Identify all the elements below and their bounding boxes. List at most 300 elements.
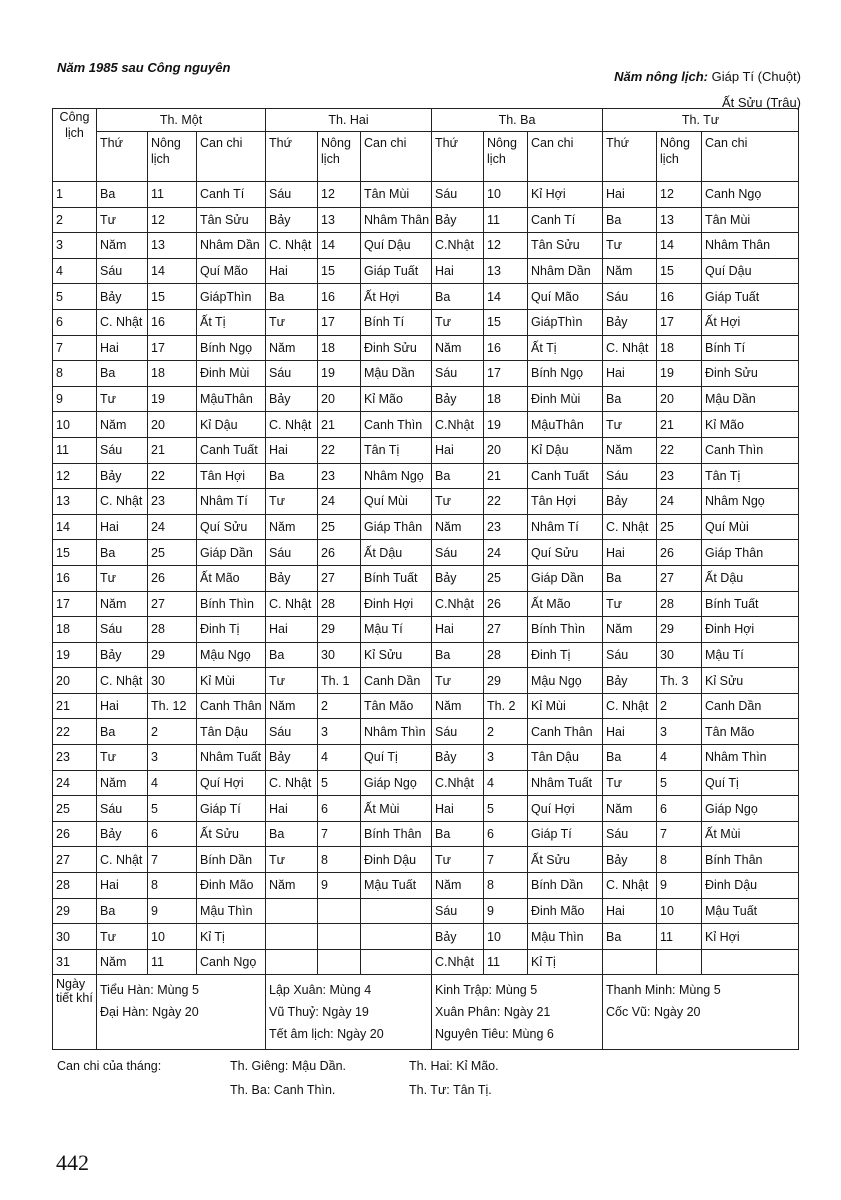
table-cell: 4	[318, 745, 361, 771]
table-cell: Bảy	[97, 642, 148, 668]
table-cell: 15	[657, 258, 702, 284]
table-cell: Tân Mão	[702, 719, 799, 745]
table-row	[53, 514, 799, 540]
table-cell: 8	[657, 847, 702, 873]
table-cell: Tư	[266, 489, 318, 515]
table-cell: Bính Ngọ	[528, 361, 603, 387]
table-cell: 14	[148, 258, 197, 284]
table-cell: Hai	[97, 335, 148, 361]
table-cell: Quí Hợi	[197, 770, 266, 796]
solar-day-cell: 26	[53, 821, 97, 847]
table-cell: Ba	[603, 565, 657, 591]
table-cell: Ba	[603, 207, 657, 233]
table-cell: Đinh Tị	[528, 642, 603, 668]
table-cell	[266, 924, 318, 950]
table-cell: Ất Hợi	[361, 284, 432, 310]
table-cell: Đinh Hợi	[702, 617, 799, 643]
table-cell: Ba	[97, 182, 148, 208]
table-cell: 21	[484, 463, 528, 489]
table-cell: 25	[484, 565, 528, 591]
table-cell: Sáu	[266, 719, 318, 745]
table-cell: Nhâm Tuất	[197, 745, 266, 771]
solar-day-cell: 9	[53, 386, 97, 412]
table-cell: 27	[148, 591, 197, 617]
table-cell: Ất Hợi	[702, 309, 799, 335]
table-cell: C.Nhật	[432, 233, 484, 259]
table-cell: Quí Tị	[702, 770, 799, 796]
table-cell: Canh Thìn	[361, 412, 432, 438]
table-cell: Bính Thìn	[528, 617, 603, 643]
table-cell: 11	[148, 949, 197, 975]
table-cell: Tân Hợi	[197, 463, 266, 489]
tiet-khi-entry: Nguyên Tiêu: Mùng 6	[435, 1027, 554, 1042]
table-cell: Tân Mùi	[361, 182, 432, 208]
table-cell: Nhâm Ngọ	[361, 463, 432, 489]
solar-day-cell: 13	[53, 489, 97, 515]
table-cell: C.Nhật	[432, 591, 484, 617]
solar-day-cell: 12	[53, 463, 97, 489]
table-cell: 3	[148, 745, 197, 771]
table-cell: Canh Thân	[528, 719, 603, 745]
table-cell: 25	[148, 540, 197, 566]
solar-day-cell: 5	[53, 284, 97, 310]
table-cell: Năm	[432, 693, 484, 719]
column-header: Nông lịch	[318, 132, 361, 182]
table-cell: 9	[484, 898, 528, 924]
table-cell: Bảy	[603, 309, 657, 335]
table-cell: Ất Tị	[528, 335, 603, 361]
table-cell: Giáp Ngọ	[702, 796, 799, 822]
table-cell: 22	[148, 463, 197, 489]
table-cell: 28	[148, 617, 197, 643]
table-cell: 11	[657, 924, 702, 950]
table-cell: Quí Mùi	[702, 514, 799, 540]
table-cell: Đinh Mão	[197, 873, 266, 899]
table-cell: Ất Sửu	[528, 847, 603, 873]
table-cell: Sáu	[432, 898, 484, 924]
table-cell: 29	[148, 642, 197, 668]
table-cell	[361, 924, 432, 950]
table-cell: Bính Thân	[702, 847, 799, 873]
table-cell: Bảy	[603, 847, 657, 873]
solar-day-cell: 14	[53, 514, 97, 540]
table-cell: 18	[657, 335, 702, 361]
table-cell: Kỉ Dậu	[528, 437, 603, 463]
table-row	[53, 821, 799, 847]
table-row	[53, 309, 799, 335]
table-cell: 16	[484, 335, 528, 361]
tiet-khi-cell	[97, 975, 266, 1050]
table-cell: 22	[318, 437, 361, 463]
table-cell: Quí Dậu	[361, 233, 432, 259]
table-cell: Kỉ Hợi	[702, 924, 799, 950]
table-cell: Canh Thân	[197, 693, 266, 719]
table-cell: Ba	[432, 821, 484, 847]
table-row	[53, 489, 799, 515]
table-cell: 9	[657, 873, 702, 899]
table-row	[53, 668, 799, 694]
table-cell: Giáp Dần	[528, 565, 603, 591]
solar-day-cell: 6	[53, 309, 97, 335]
table-cell: 8	[484, 873, 528, 899]
table-cell: Nhâm Thìn	[361, 719, 432, 745]
table-cell: Nhâm Tuất	[528, 770, 603, 796]
tiet-khi-cell	[603, 975, 799, 1050]
table-cell: 5	[484, 796, 528, 822]
table-cell: Đinh Dậu	[361, 847, 432, 873]
table-row	[53, 386, 799, 412]
solar-day-cell: 30	[53, 924, 97, 950]
table-cell: Canh Thìn	[702, 437, 799, 463]
table-cell: MậuThân	[528, 412, 603, 438]
table-cell: 6	[318, 796, 361, 822]
table-cell: Nhâm Tí	[528, 514, 603, 540]
table-cell: Bính Thân	[361, 821, 432, 847]
table-row	[53, 233, 799, 259]
solar-day-cell: 11	[53, 437, 97, 463]
solar-day-cell: 20	[53, 668, 97, 694]
table-cell: C. Nhật	[266, 233, 318, 259]
page-number: 442	[56, 1150, 89, 1175]
table-cell: Tư	[266, 309, 318, 335]
table-cell: C. Nhật	[97, 847, 148, 873]
solar-day-cell: 21	[53, 693, 97, 719]
table-cell: 11	[484, 949, 528, 975]
table-cell: Hai	[97, 514, 148, 540]
solar-day-cell: 17	[53, 591, 97, 617]
table-cell: Kỉ Mão	[702, 412, 799, 438]
table-cell: Mậu Ngọ	[197, 642, 266, 668]
column-header: Can chi	[702, 132, 799, 182]
table-cell: Ba	[97, 719, 148, 745]
column-header: Thứ	[97, 132, 148, 182]
table-cell: Mậu Tí	[361, 617, 432, 643]
table-cell: Ba	[266, 284, 318, 310]
table-cell: Hai	[266, 617, 318, 643]
table-cell: Giáp Tuất	[361, 258, 432, 284]
table-cell: Mậu Tuất	[702, 898, 799, 924]
month-header: Th. Tư	[603, 109, 799, 132]
table-cell: Ất Tị	[197, 309, 266, 335]
tiet-khi-entry: Lập Xuân: Mùng 4	[269, 983, 372, 998]
table-cell: Tân Sửu	[197, 207, 266, 233]
table-cell: Hai	[97, 873, 148, 899]
table-cell: Năm	[432, 873, 484, 899]
table-cell: 12	[484, 233, 528, 259]
table-row	[53, 182, 799, 208]
table-cell: Ất Dậu	[702, 565, 799, 591]
table-cell: Quí Dậu	[702, 258, 799, 284]
tiet-khi-cell	[266, 975, 432, 1050]
tiet-khi-cell	[432, 975, 603, 1050]
table-cell: Quí Tị	[361, 745, 432, 771]
table-cell: 14	[318, 233, 361, 259]
table-cell: 15	[148, 284, 197, 310]
tiet-khi-entry: Đại Hàn: Ngày 20	[100, 1005, 199, 1020]
table-cell: 30	[148, 668, 197, 694]
table-cell: Giáp Tí	[197, 796, 266, 822]
table-cell: Bảy	[603, 489, 657, 515]
table-cell: Hai	[97, 693, 148, 719]
table-cell: Quí Sửu	[528, 540, 603, 566]
table-cell: Sáu	[603, 642, 657, 668]
table-cell: Hai	[603, 898, 657, 924]
table-cell: Bảy	[97, 821, 148, 847]
table-row	[53, 284, 799, 310]
solar-day-cell: 22	[53, 719, 97, 745]
table-cell: Ba	[97, 898, 148, 924]
table-cell: Tư	[97, 924, 148, 950]
table-cell: 13	[148, 233, 197, 259]
table-cell: Sáu	[432, 719, 484, 745]
table-cell: 30	[318, 642, 361, 668]
table-cell: Giáp Thân	[702, 540, 799, 566]
table-cell: Năm	[97, 233, 148, 259]
table-cell: Quí Mão	[528, 284, 603, 310]
table-cell: Tư	[603, 770, 657, 796]
table-cell: 8	[148, 873, 197, 899]
tiet-khi-entry: Xuân Phân: Ngày 21	[435, 1005, 551, 1020]
table-cell: Canh Tí	[197, 182, 266, 208]
table-cell: Ba	[432, 284, 484, 310]
table-cell: C. Nhật	[603, 873, 657, 899]
table-cell: Tân Hợi	[528, 489, 603, 515]
table-cell: 28	[657, 591, 702, 617]
table-cell: Mậu Thìn	[528, 924, 603, 950]
table-cell: Bảy	[266, 745, 318, 771]
table-cell: 11	[148, 182, 197, 208]
table-cell: GiápThìn	[528, 309, 603, 335]
table-cell: 10	[148, 924, 197, 950]
table-cell: Canh Dần	[361, 668, 432, 694]
table-cell: Năm	[97, 412, 148, 438]
table-cell: Ba	[266, 642, 318, 668]
table-cell: 12	[148, 207, 197, 233]
table-cell: 23	[657, 463, 702, 489]
table-cell: Bảy	[603, 668, 657, 694]
table-cell: Giáp Dần	[197, 540, 266, 566]
table-cell: Tư	[432, 668, 484, 694]
solar-day-cell: 25	[53, 796, 97, 822]
table-cell: 13	[318, 207, 361, 233]
table-cell: 3	[318, 719, 361, 745]
table-cell: Tư	[97, 386, 148, 412]
table-cell: Bính Dần	[528, 873, 603, 899]
table-cell	[318, 898, 361, 924]
table-cell: C. Nhật	[603, 693, 657, 719]
table-cell: Sáu	[603, 284, 657, 310]
table-cell: Canh Ngọ	[197, 949, 266, 975]
table-cell: Hai	[432, 796, 484, 822]
table-cell: 5	[657, 770, 702, 796]
table-row	[53, 437, 799, 463]
table-cell: Th. 2	[484, 693, 528, 719]
table-cell: Kỉ Tị	[528, 949, 603, 975]
table-cell: 17	[318, 309, 361, 335]
table-cell: 18	[148, 361, 197, 387]
table-cell: Mậu Tí	[702, 642, 799, 668]
table-row	[53, 924, 799, 950]
table-cell: Mậu Dần	[702, 386, 799, 412]
table-cell: 16	[148, 309, 197, 335]
table-cell: Tư	[603, 233, 657, 259]
table-cell: Canh Tí	[528, 207, 603, 233]
table-cell: 22	[484, 489, 528, 515]
table-cell: Ất Mùi	[361, 796, 432, 822]
table-cell: Tư	[432, 489, 484, 515]
column-header: Nông lịch	[657, 132, 702, 182]
table-cell: Giáp Ngọ	[361, 770, 432, 796]
table-cell: Bảy	[432, 207, 484, 233]
table-cell: 27	[484, 617, 528, 643]
table-cell: C. Nhật	[603, 514, 657, 540]
table-cell: 16	[318, 284, 361, 310]
table-cell: Năm	[266, 514, 318, 540]
table-cell: 2	[657, 693, 702, 719]
solar-day-cell: 29	[53, 898, 97, 924]
table-cell: Bảy	[266, 565, 318, 591]
table-cell	[603, 949, 657, 975]
table-cell: 23	[148, 489, 197, 515]
solar-day-cell: 4	[53, 258, 97, 284]
table-row	[53, 617, 799, 643]
table-row	[53, 258, 799, 284]
solar-day-cell: 10	[53, 412, 97, 438]
table-cell: Nhâm Dần	[528, 258, 603, 284]
column-header: Nông lịch	[484, 132, 528, 182]
table-cell: Tân Sửu	[528, 233, 603, 259]
table-cell: Sáu	[603, 463, 657, 489]
table-row	[53, 412, 799, 438]
page-header-left: Năm 1985 sau Công nguyên	[57, 60, 231, 75]
table-cell: Năm	[266, 873, 318, 899]
table-cell: Tư	[432, 309, 484, 335]
table-cell: 24	[318, 489, 361, 515]
table-row	[53, 873, 799, 899]
table-cell: Sáu	[97, 796, 148, 822]
table-cell: C. Nhật	[266, 591, 318, 617]
footer-month: Th. Tư: Tân Tị.	[409, 1083, 492, 1097]
table-cell: 9	[148, 898, 197, 924]
table-cell: Đinh Hợi	[361, 591, 432, 617]
tiet-khi-entry: Kinh Trập: Mùng 5	[435, 983, 538, 998]
table-cell: 21	[318, 412, 361, 438]
table-cell: C.Nhật	[432, 770, 484, 796]
table-cell: 8	[318, 847, 361, 873]
month-header: Th. Ba	[432, 109, 603, 132]
table-cell: Hai	[432, 617, 484, 643]
table-cell: Năm	[603, 617, 657, 643]
table-cell: 19	[484, 412, 528, 438]
table-cell: Ba	[432, 642, 484, 668]
table-cell: Bảy	[97, 463, 148, 489]
table-cell: 20	[657, 386, 702, 412]
column-header: Thứ	[603, 132, 657, 182]
table-cell: Hai	[432, 437, 484, 463]
table-cell: 10	[484, 924, 528, 950]
table-cell: 15	[318, 258, 361, 284]
table-cell: 17	[148, 335, 197, 361]
table-cell: 18	[318, 335, 361, 361]
table-cell: Tư	[266, 668, 318, 694]
table-cell: Ba	[266, 821, 318, 847]
table-cell: Hai	[603, 182, 657, 208]
table-row	[53, 335, 799, 361]
table-cell: Bảy	[432, 565, 484, 591]
table-cell: Mậu Tuất	[361, 873, 432, 899]
table-cell: 4	[148, 770, 197, 796]
table-cell: 24	[657, 489, 702, 515]
table-cell: Năm	[603, 258, 657, 284]
table-cell: 17	[484, 361, 528, 387]
table-cell: Nhâm Thân	[361, 207, 432, 233]
footer-label: Can chi của tháng:	[57, 1059, 162, 1073]
table-cell: 3	[657, 719, 702, 745]
table-cell: Quí Mùi	[361, 489, 432, 515]
solar-day-cell: 8	[53, 361, 97, 387]
table-cell: GiápThìn	[197, 284, 266, 310]
table-cell: MậuThân	[197, 386, 266, 412]
table-cell: 29	[484, 668, 528, 694]
table-cell: Tân Dậu	[528, 745, 603, 771]
table-cell: Tư	[97, 207, 148, 233]
table-row	[53, 745, 799, 771]
table-cell: 15	[484, 309, 528, 335]
table-cell: Giáp Tí	[528, 821, 603, 847]
table-cell: 21	[657, 412, 702, 438]
table-cell: Bảy	[432, 745, 484, 771]
tiet-khi-entry: Tiểu Hàn: Mùng 5	[100, 983, 199, 998]
table-cell: 22	[657, 437, 702, 463]
table-cell: Ất Sửu	[197, 821, 266, 847]
table-cell: Ất Mùi	[702, 821, 799, 847]
lunar-year-line2: Ất Sửu (Trâu)	[721, 95, 801, 110]
table-cell: Hai	[266, 258, 318, 284]
table-cell: 20	[318, 386, 361, 412]
table-cell: C. Nhật	[603, 335, 657, 361]
column-header: Can chi	[361, 132, 432, 182]
table-cell: 2	[318, 693, 361, 719]
table-row	[53, 591, 799, 617]
solar-day-cell: 28	[53, 873, 97, 899]
table-cell	[361, 898, 432, 924]
table-cell: Năm	[432, 514, 484, 540]
table-cell: 7	[318, 821, 361, 847]
lunar-year-label: Năm nông lịch:	[614, 69, 709, 84]
lunar-year-value: Giáp Tí (Chuột)	[711, 69, 801, 84]
table-cell: Hai	[603, 361, 657, 387]
table-cell: 28	[318, 591, 361, 617]
table-cell: Đinh Sửu	[361, 335, 432, 361]
table-cell: Sáu	[432, 361, 484, 387]
table-cell: Quí Hợi	[528, 796, 603, 822]
month-header: Th. Một	[97, 109, 266, 132]
table-row	[53, 207, 799, 233]
table-cell: 23	[318, 463, 361, 489]
table-cell: Ba	[432, 463, 484, 489]
table-cell: Kỉ Mùi	[528, 693, 603, 719]
solar-day-cell: 24	[53, 770, 97, 796]
table-cell: Hai	[603, 540, 657, 566]
table-cell: 20	[148, 412, 197, 438]
table-cell: Tư	[97, 565, 148, 591]
table-cell: Sáu	[603, 821, 657, 847]
table-cell: 18	[484, 386, 528, 412]
solar-day-cell: 27	[53, 847, 97, 873]
table-cell: Kỉ Hợi	[528, 182, 603, 208]
table-cell: Năm	[97, 949, 148, 975]
table-cell: Hai	[266, 796, 318, 822]
